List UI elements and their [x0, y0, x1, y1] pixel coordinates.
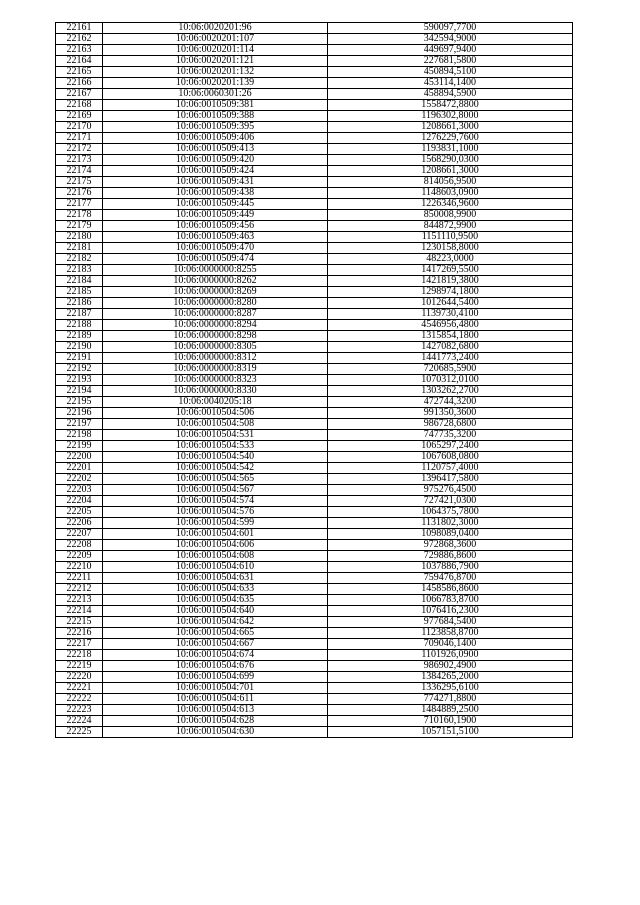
value-cell: 986902,4900: [328, 661, 573, 672]
row-number-cell: 22203: [56, 485, 103, 496]
cadastral-number-cell: 10:06:0010509:431: [103, 177, 328, 188]
value-cell: 720685,5900: [328, 364, 573, 375]
row-number-cell: 22163: [56, 45, 103, 56]
table-row: [56, 672, 573, 683]
row-number-cell: 22193: [56, 375, 103, 386]
row-number-cell: 22180: [56, 232, 103, 243]
cadastral-number-cell: 10:06:0010509:456: [103, 221, 328, 232]
row-number-cell: 22188: [56, 320, 103, 331]
cadastral-number-cell: 10:06:0000000:8255: [103, 265, 328, 276]
table-row: [56, 221, 573, 232]
cadastral-number-cell: 10:06:0010509:474: [103, 254, 328, 265]
table-row: [56, 650, 573, 661]
value-cell: 1315854,1800: [328, 331, 573, 342]
table-row: [56, 628, 573, 639]
cadastral-number-cell: 10:06:0010509:395: [103, 122, 328, 133]
cadastral-number-cell: 10:06:0000000:8312: [103, 353, 328, 364]
row-number-cell: 22178: [56, 210, 103, 221]
table-row: [56, 694, 573, 705]
table-row: [56, 23, 573, 34]
row-number-cell: 22177: [56, 199, 103, 210]
cadastral-number-cell: 10:06:0010509:424: [103, 166, 328, 177]
row-number-cell: 22168: [56, 100, 103, 111]
value-cell: 450894,5100: [328, 67, 573, 78]
value-cell: 729886,8600: [328, 551, 573, 562]
row-number-cell: 22208: [56, 540, 103, 551]
row-number-cell: 22179: [56, 221, 103, 232]
table-row: [56, 639, 573, 650]
table-row: [56, 67, 573, 78]
value-cell: 1012644,5400: [328, 298, 573, 309]
cadastral-number-cell: 10:06:0000000:8262: [103, 276, 328, 287]
cadastral-number-cell: 10:06:0010504:635: [103, 595, 328, 606]
row-number-cell: 22190: [56, 342, 103, 353]
cadastral-number-cell: 10:06:0010504:540: [103, 452, 328, 463]
table-row: [56, 122, 573, 133]
row-number-cell: 22171: [56, 133, 103, 144]
cadastral-number-cell: 10:06:0000000:8287: [103, 309, 328, 320]
table-row: [56, 133, 573, 144]
row-number-cell: 22185: [56, 287, 103, 298]
table-row: [56, 45, 573, 56]
row-number-cell: 22210: [56, 562, 103, 573]
row-number-cell: 22211: [56, 573, 103, 584]
cadastral-number-cell: 10:06:0020201:139: [103, 78, 328, 89]
table-row: [56, 155, 573, 166]
row-number-cell: 22192: [56, 364, 103, 375]
value-cell: 1064375,7800: [328, 507, 573, 518]
row-number-cell: 22219: [56, 661, 103, 672]
table-row: [56, 485, 573, 496]
cadastral-number-cell: 10:06:0010504:633: [103, 584, 328, 595]
row-number-cell: 22174: [56, 166, 103, 177]
table-row: [56, 518, 573, 529]
value-cell: 227681,5800: [328, 56, 573, 67]
row-number-cell: 22197: [56, 419, 103, 430]
cadastral-number-cell: 10:06:0010504:642: [103, 617, 328, 628]
value-cell: 1558472,8800: [328, 100, 573, 111]
value-cell: 1230158,8000: [328, 243, 573, 254]
row-number-cell: 22220: [56, 672, 103, 683]
table-row: [56, 199, 573, 210]
row-number-cell: 22223: [56, 705, 103, 716]
table-row: [56, 188, 573, 199]
value-cell: 1076416,2300: [328, 606, 573, 617]
value-cell: 1336295,6100: [328, 683, 573, 694]
row-number-cell: 22191: [56, 353, 103, 364]
cadastral-number-cell: 10:06:0010504:567: [103, 485, 328, 496]
row-number-cell: 22204: [56, 496, 103, 507]
value-cell: 727421,0300: [328, 496, 573, 507]
value-cell: 814056,9500: [328, 177, 573, 188]
value-cell: 1148603,0900: [328, 188, 573, 199]
table-row: [56, 441, 573, 452]
cadastral-number-cell: 10:06:0010504:608: [103, 551, 328, 562]
value-cell: 1298974,1800: [328, 287, 573, 298]
value-cell: 472744,3200: [328, 397, 573, 408]
value-cell: 1196302,8000: [328, 111, 573, 122]
row-number-cell: 22161: [56, 23, 103, 34]
cadastral-number-cell: 10:06:0020201:114: [103, 45, 328, 56]
table-body: [56, 23, 573, 738]
value-cell: 1067608,0800: [328, 452, 573, 463]
row-number-cell: 22206: [56, 518, 103, 529]
table-row: [56, 606, 573, 617]
table-row: [56, 265, 573, 276]
row-number-cell: 22187: [56, 309, 103, 320]
row-number-cell: 22162: [56, 34, 103, 45]
cadastral-number-cell: 10:06:0010504:628: [103, 716, 328, 727]
table-row: [56, 617, 573, 628]
cadastral-number-cell: 10:06:0010504:576: [103, 507, 328, 518]
table-row: [56, 364, 573, 375]
row-number-cell: 22195: [56, 397, 103, 408]
row-number-cell: 22189: [56, 331, 103, 342]
table-row: [56, 144, 573, 155]
table-row: [56, 56, 573, 67]
value-cell: 844872,9900: [328, 221, 573, 232]
value-cell: 986728,6800: [328, 419, 573, 430]
value-cell: 1226346,9600: [328, 199, 573, 210]
table-row: [56, 562, 573, 573]
value-cell: 1151110,9500: [328, 232, 573, 243]
row-number-cell: 22218: [56, 650, 103, 661]
value-cell: 991350,3600: [328, 408, 573, 419]
table-row: [56, 309, 573, 320]
cadastral-number-cell: 10:06:0010504:640: [103, 606, 328, 617]
value-cell: 1417269,5500: [328, 265, 573, 276]
value-cell: 709046,1400: [328, 639, 573, 650]
value-cell: 1208661,3000: [328, 166, 573, 177]
value-cell: 1484889,2500: [328, 705, 573, 716]
value-cell: 1568290,0300: [328, 155, 573, 166]
row-number-cell: 22213: [56, 595, 103, 606]
cadastral-number-cell: 10:06:0010504:699: [103, 672, 328, 683]
table-row: [56, 683, 573, 694]
row-number-cell: 22184: [56, 276, 103, 287]
table-row: [56, 540, 573, 551]
cadastral-number-cell: 10:06:0020201:121: [103, 56, 328, 67]
row-number-cell: 22216: [56, 628, 103, 639]
row-number-cell: 22225: [56, 727, 103, 738]
value-cell: 850008,9900: [328, 210, 573, 221]
cadastral-number-cell: 10:06:0010504:676: [103, 661, 328, 672]
row-number-cell: 22175: [56, 177, 103, 188]
value-cell: 1427082,6800: [328, 342, 573, 353]
cadastral-number-cell: 10:06:0010509:470: [103, 243, 328, 254]
cadastral-number-cell: 10:06:0010504:508: [103, 419, 328, 430]
table-row: [56, 386, 573, 397]
table-row: [56, 529, 573, 540]
row-number-cell: 22198: [56, 430, 103, 441]
table-row: [56, 287, 573, 298]
row-number-cell: 22169: [56, 111, 103, 122]
value-cell: 1384265,2000: [328, 672, 573, 683]
value-cell: 1139730,4100: [328, 309, 573, 320]
table-row: [56, 584, 573, 595]
cadastral-number-cell: 10:06:0010504:542: [103, 463, 328, 474]
table-row: [56, 111, 573, 122]
cadastral-number-cell: 10:06:0010504:701: [103, 683, 328, 694]
cadastral-number-cell: 10:06:0000000:8294: [103, 320, 328, 331]
cadastral-number-cell: 10:06:0010509:438: [103, 188, 328, 199]
value-cell: 1057151,5100: [328, 727, 573, 738]
row-number-cell: 22222: [56, 694, 103, 705]
row-number-cell: 22209: [56, 551, 103, 562]
value-cell: 759476,8700: [328, 573, 573, 584]
value-cell: 4546956,4800: [328, 320, 573, 331]
row-number-cell: 22164: [56, 56, 103, 67]
cadastral-number-cell: 10:06:0010504:531: [103, 430, 328, 441]
cadastral-number-cell: 10:06:0010504:613: [103, 705, 328, 716]
value-cell: 1193831,1000: [328, 144, 573, 155]
row-number-cell: 22205: [56, 507, 103, 518]
value-cell: 1065297,2400: [328, 441, 573, 452]
cadastral-number-cell: 10:06:0010509:449: [103, 210, 328, 221]
cadastral-number-cell: 10:06:0010504:674: [103, 650, 328, 661]
table-row: [56, 232, 573, 243]
row-number-cell: 22224: [56, 716, 103, 727]
row-number-cell: 22215: [56, 617, 103, 628]
table-row: [56, 551, 573, 562]
row-number-cell: 22199: [56, 441, 103, 452]
cadastral-number-cell: 10:06:0010504:667: [103, 639, 328, 650]
cadastral-number-cell: 10:06:0040205:18: [103, 397, 328, 408]
value-cell: 1303262,2700: [328, 386, 573, 397]
table-row: [56, 375, 573, 386]
table-row: [56, 89, 573, 100]
value-cell: 1421819,3800: [328, 276, 573, 287]
cadastral-number-cell: 10:06:0010504:606: [103, 540, 328, 551]
value-cell: 590097,7700: [328, 23, 573, 34]
cadastral-number-cell: 10:06:0010504:574: [103, 496, 328, 507]
value-cell: 1441773,2400: [328, 353, 573, 364]
table-row: [56, 452, 573, 463]
value-cell: 1131802,3000: [328, 518, 573, 529]
table-row: [56, 243, 573, 254]
table-row: [56, 298, 573, 309]
value-cell: 342594,9000: [328, 34, 573, 45]
row-number-cell: 22173: [56, 155, 103, 166]
cadastral-number-cell: 10:06:0000000:8269: [103, 287, 328, 298]
row-number-cell: 22200: [56, 452, 103, 463]
cadastral-number-cell: 10:06:0020201:107: [103, 34, 328, 45]
row-number-cell: 22196: [56, 408, 103, 419]
table-row: [56, 661, 573, 672]
cadastral-number-cell: 10:06:0010509:463: [103, 232, 328, 243]
value-cell: 977684,5400: [328, 617, 573, 628]
value-cell: 747735,3200: [328, 430, 573, 441]
table-row: [56, 595, 573, 606]
table-row: [56, 408, 573, 419]
value-cell: 449697,9400: [328, 45, 573, 56]
value-cell: 972868,3600: [328, 540, 573, 551]
parcel-value-table: [55, 22, 573, 738]
cadastral-number-cell: 10:06:0010504:610: [103, 562, 328, 573]
value-cell: 1208661,3000: [328, 122, 573, 133]
value-cell: 774271,8800: [328, 694, 573, 705]
table-row: [56, 397, 573, 408]
cadastral-number-cell: 10:06:0010509:445: [103, 199, 328, 210]
value-cell: 458894,5900: [328, 89, 573, 100]
row-number-cell: 22214: [56, 606, 103, 617]
table-row: [56, 353, 573, 364]
table-row: [56, 276, 573, 287]
table-row: [56, 463, 573, 474]
row-number-cell: 22166: [56, 78, 103, 89]
value-cell: 453114,1400: [328, 78, 573, 89]
cadastral-number-cell: 10:06:0020201:96: [103, 23, 328, 34]
table-row: [56, 254, 573, 265]
value-cell: 1120757,4000: [328, 463, 573, 474]
row-number-cell: 22207: [56, 529, 103, 540]
cadastral-number-cell: 10:06:0010504:599: [103, 518, 328, 529]
value-cell: 1123858,8700: [328, 628, 573, 639]
cadastral-number-cell: 10:06:0010509:413: [103, 144, 328, 155]
table-row: [56, 100, 573, 111]
table-row: [56, 210, 573, 221]
table-row: [56, 166, 573, 177]
cadastral-number-cell: 10:06:0010504:565: [103, 474, 328, 485]
row-number-cell: 22167: [56, 89, 103, 100]
row-number-cell: 22194: [56, 386, 103, 397]
row-number-cell: 22202: [56, 474, 103, 485]
table-row: [56, 716, 573, 727]
cadastral-number-cell: 10:06:0000000:8280: [103, 298, 328, 309]
value-cell: 1098089,0400: [328, 529, 573, 540]
cadastral-number-cell: 10:06:0060301:26: [103, 89, 328, 100]
cadastral-number-cell: 10:06:0010509:381: [103, 100, 328, 111]
cadastral-number-cell: 10:06:0020201:132: [103, 67, 328, 78]
value-cell: 1066783,8700: [328, 595, 573, 606]
value-cell: 710160,1900: [328, 716, 573, 727]
cadastral-number-cell: 10:06:0000000:8323: [103, 375, 328, 386]
cadastral-number-cell: 10:06:0000000:8319: [103, 364, 328, 375]
table-row: [56, 78, 573, 89]
cadastral-number-cell: 10:06:0000000:8330: [103, 386, 328, 397]
table-row: [56, 727, 573, 738]
cadastral-number-cell: 10:06:0000000:8298: [103, 331, 328, 342]
value-cell: 1037886,7900: [328, 562, 573, 573]
row-number-cell: 22181: [56, 243, 103, 254]
table-row: [56, 419, 573, 430]
table-row: [56, 342, 573, 353]
cadastral-number-cell: 10:06:0010504:665: [103, 628, 328, 639]
value-cell: 1070312,0100: [328, 375, 573, 386]
value-cell: 975276,4500: [328, 485, 573, 496]
value-cell: 1458586,8600: [328, 584, 573, 595]
table-row: [56, 34, 573, 45]
cadastral-number-cell: 10:06:0010509:406: [103, 133, 328, 144]
row-number-cell: 22170: [56, 122, 103, 133]
row-number-cell: 22217: [56, 639, 103, 650]
row-number-cell: 22172: [56, 144, 103, 155]
cadastral-number-cell: 10:06:0010504:631: [103, 573, 328, 584]
value-cell: 1101926,0900: [328, 650, 573, 661]
table-row: [56, 496, 573, 507]
table-row: [56, 474, 573, 485]
cadastral-number-cell: 10:06:0010509:388: [103, 111, 328, 122]
cadastral-number-cell: 10:06:0010504:611: [103, 694, 328, 705]
cadastral-number-cell: 10:06:0010504:506: [103, 408, 328, 419]
row-number-cell: 22186: [56, 298, 103, 309]
value-cell: 1396417,5800: [328, 474, 573, 485]
value-cell: 48223,0000: [328, 254, 573, 265]
table-row: [56, 430, 573, 441]
row-number-cell: 22182: [56, 254, 103, 265]
row-number-cell: 22212: [56, 584, 103, 595]
table-row: [56, 507, 573, 518]
cadastral-number-cell: 10:06:0010509:420: [103, 155, 328, 166]
row-number-cell: 22165: [56, 67, 103, 78]
cadastral-number-cell: 10:06:0010504:630: [103, 727, 328, 738]
value-cell: 1276229,7600: [328, 133, 573, 144]
cadastral-number-cell: 10:06:0010504:601: [103, 529, 328, 540]
table-row: [56, 177, 573, 188]
table-row: [56, 320, 573, 331]
table-row: [56, 705, 573, 716]
table-row: [56, 573, 573, 584]
row-number-cell: 22183: [56, 265, 103, 276]
cadastral-number-cell: 10:06:0000000:8305: [103, 342, 328, 353]
row-number-cell: 22201: [56, 463, 103, 474]
cadastral-number-cell: 10:06:0010504:533: [103, 441, 328, 452]
table-row: [56, 331, 573, 342]
row-number-cell: 22221: [56, 683, 103, 694]
row-number-cell: 22176: [56, 188, 103, 199]
